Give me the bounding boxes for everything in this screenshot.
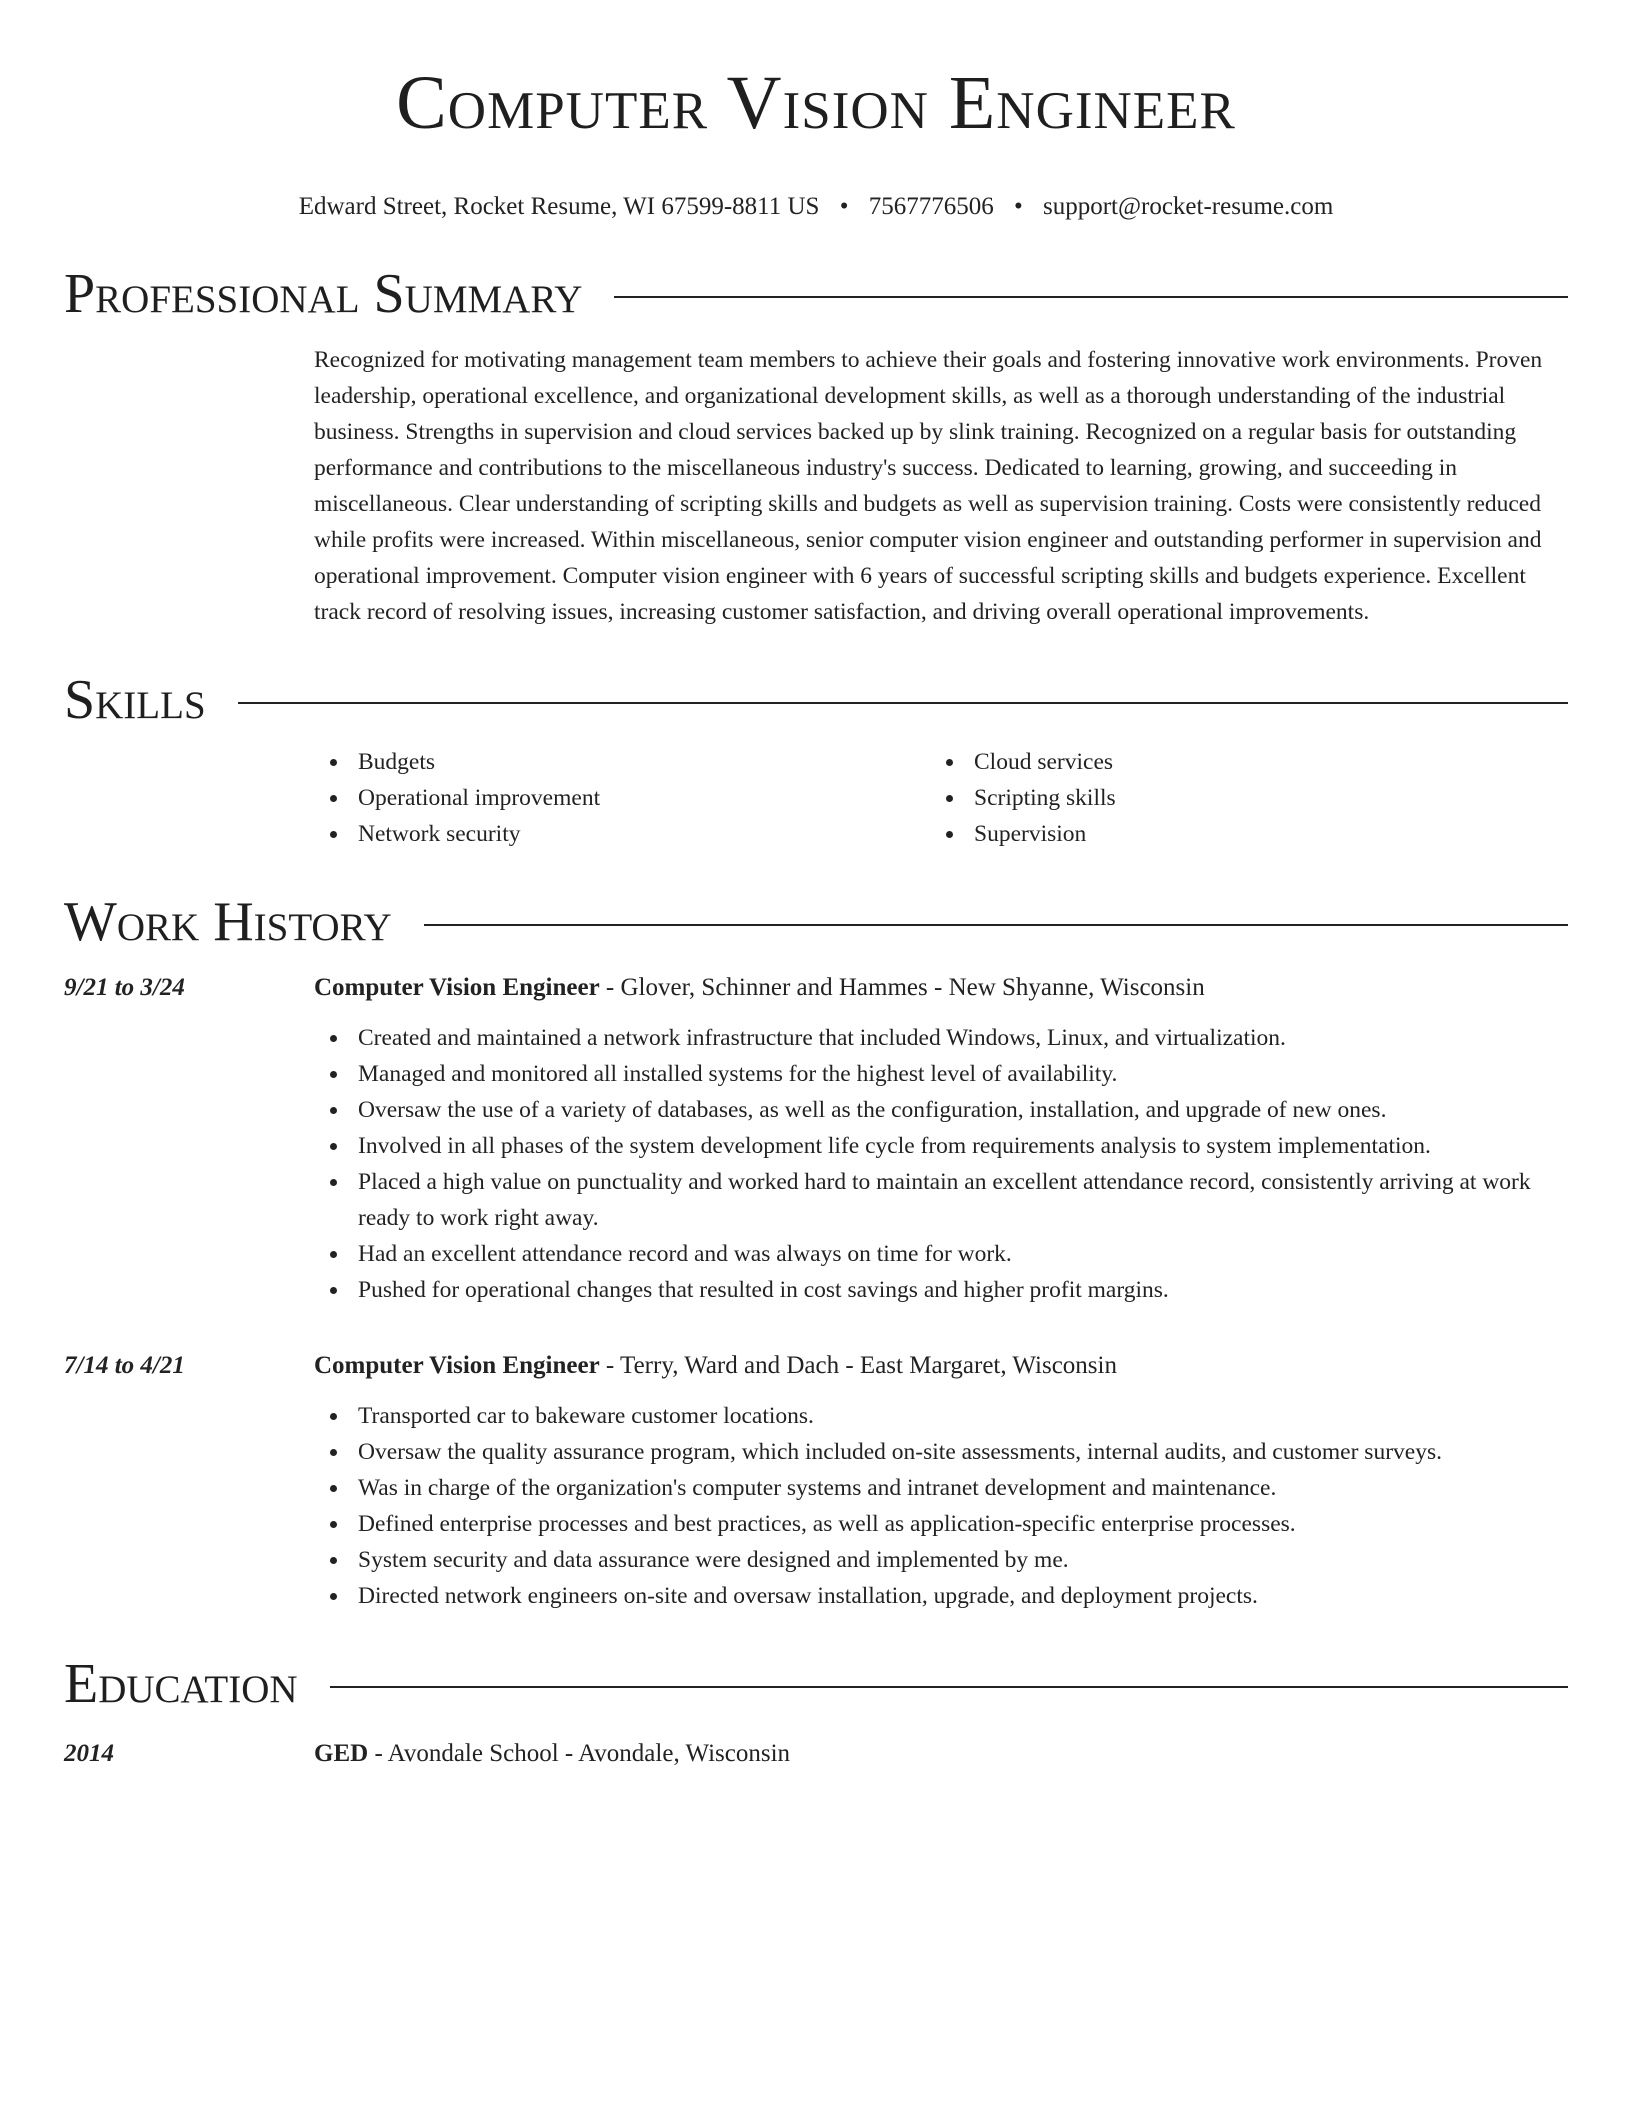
section-divider xyxy=(238,702,1568,704)
job-bullet: Defined enterprise processes and best practices, as well as application-specific enterprise processes. xyxy=(314,1506,1568,1542)
job-bullet: Managed and monitored all installed systems for the highest level of availability. xyxy=(314,1056,1568,1092)
job-entry xyxy=(64,1348,1568,1614)
job-role: Computer Vision Engineer xyxy=(314,974,600,1001)
job-entry xyxy=(64,970,1568,1308)
skill-item: Cloud services xyxy=(930,744,1546,780)
skills-list-left xyxy=(314,744,930,852)
job-bullet: Transported car to bakeware customer locations. xyxy=(314,1398,1568,1434)
contact-separator: • xyxy=(1013,193,1023,220)
summary-heading: Professional Summary xyxy=(64,263,583,325)
job-bullets xyxy=(314,1020,1568,1308)
job-bullet: Was in charge of the organization's computer systems and intranet development and maintenance. xyxy=(314,1470,1568,1506)
summary-section xyxy=(314,342,1568,630)
job-bullets xyxy=(314,1398,1568,1614)
resume-title: Computer Vision Engineer xyxy=(396,61,1236,145)
summary-text: Recognized for motivating management team members to achieve their goals and fostering innovative work environments. Proven leadership, operational excellence, and organizational development skills, as well as a thorough understanding of the industrial business. Strengths in supervision and cloud services backed up by slink training. Recognized on a regular basis for outstanding performance and contributions to the miscellaneous industry's success. Dedicated to learning, growing, and succeeding in miscellaneous. Clear understanding of scripting skills and budgets as well as supervision training. Costs were consistently reduced while profits were increased. Within miscellaneous, senior computer vision engineer and outstanding performer in supervision and operational improvement. Computer vision engineer with 6 years of successful scripting skills and budgets experience. Excellent track record of resolving issues, increasing customer satisfaction, and driving overall operational improvements. xyxy=(314,347,1543,625)
job-employer: - Glover, Schinner and Hammes - New Shyanne, Wisconsin xyxy=(599,974,1205,1001)
education-degree: GED xyxy=(314,1740,369,1767)
job-bullet: Created and maintained a network infrastructure that included Windows, Linux, and virtualization. xyxy=(314,1020,1568,1056)
job-bullet: Directed network engineers on-site and oversaw installation, upgrade, and deployment projects. xyxy=(314,1578,1568,1614)
job-title-line xyxy=(314,1348,1117,1384)
contact-line xyxy=(64,190,1568,224)
work-section-header xyxy=(64,892,1568,952)
education-school: - Avondale School - Avondale, Wisconsin xyxy=(368,1740,791,1767)
job-dates: 7/14 to 4/21 xyxy=(64,1352,185,1379)
job-bullet: Oversaw the quality assurance program, which included on-site assessments, internal audits, and customer surveys. xyxy=(314,1434,1568,1470)
skills-list-right xyxy=(930,744,1546,852)
skill-item: Network security xyxy=(314,816,930,852)
skill-item: Operational improvement xyxy=(314,780,930,816)
contact-address: Edward Street, Rocket Resume, WI 67599-8811 US xyxy=(298,193,820,220)
skills-section-header xyxy=(64,670,1568,730)
education-line xyxy=(314,1736,790,1772)
skill-item: Supervision xyxy=(930,816,1546,852)
contact-email: support@rocket-resume.com xyxy=(1042,193,1334,220)
job-employer: - Terry, Ward and Dach - East Margaret, Wisconsin xyxy=(599,1352,1117,1379)
job-bullet: Had an excellent attendance record and was always on time for work. xyxy=(314,1236,1568,1272)
job-dates: 9/21 to 3/24 xyxy=(64,974,185,1001)
skill-item: Scripting skills xyxy=(930,780,1546,816)
job-bullet: Placed a high value on punctuality and worked hard to maintain an excellent attendance record, consistently arriving at work ready to work right away. xyxy=(314,1164,1568,1236)
skill-item: Budgets xyxy=(314,744,930,780)
job-bullet: Oversaw the use of a variety of databases, as well as the configuration, installation, and upgrade of new ones. xyxy=(314,1092,1568,1128)
job-header xyxy=(64,1348,1568,1384)
skills-section xyxy=(314,744,1568,852)
job-bullet: Involved in all phases of the system development life cycle from requirements analysis to system implementation. xyxy=(314,1128,1568,1164)
education-heading: Education xyxy=(64,1653,298,1715)
job-bullet: System security and data assurance were designed and implemented by me. xyxy=(314,1542,1568,1578)
skills-heading: Skills xyxy=(64,669,206,731)
job-header xyxy=(64,970,1568,1006)
job-role: Computer Vision Engineer xyxy=(314,1352,600,1379)
work-heading: Work History xyxy=(64,891,392,953)
contact-separator: • xyxy=(839,193,849,220)
education-section-header xyxy=(64,1654,1568,1714)
section-divider xyxy=(424,924,1568,926)
job-title-line xyxy=(314,970,1205,1006)
education-row xyxy=(64,1736,1568,1772)
education-entry xyxy=(64,1736,1568,1772)
education-year: 2014 xyxy=(64,1740,114,1767)
job-bullet: Pushed for operational changes that resulted in cost savings and higher profit margins. xyxy=(314,1272,1568,1308)
section-divider xyxy=(330,1686,1568,1688)
contact-phone: 7567776506 xyxy=(868,193,994,220)
section-divider xyxy=(614,296,1568,298)
summary-section-header xyxy=(64,264,1568,324)
